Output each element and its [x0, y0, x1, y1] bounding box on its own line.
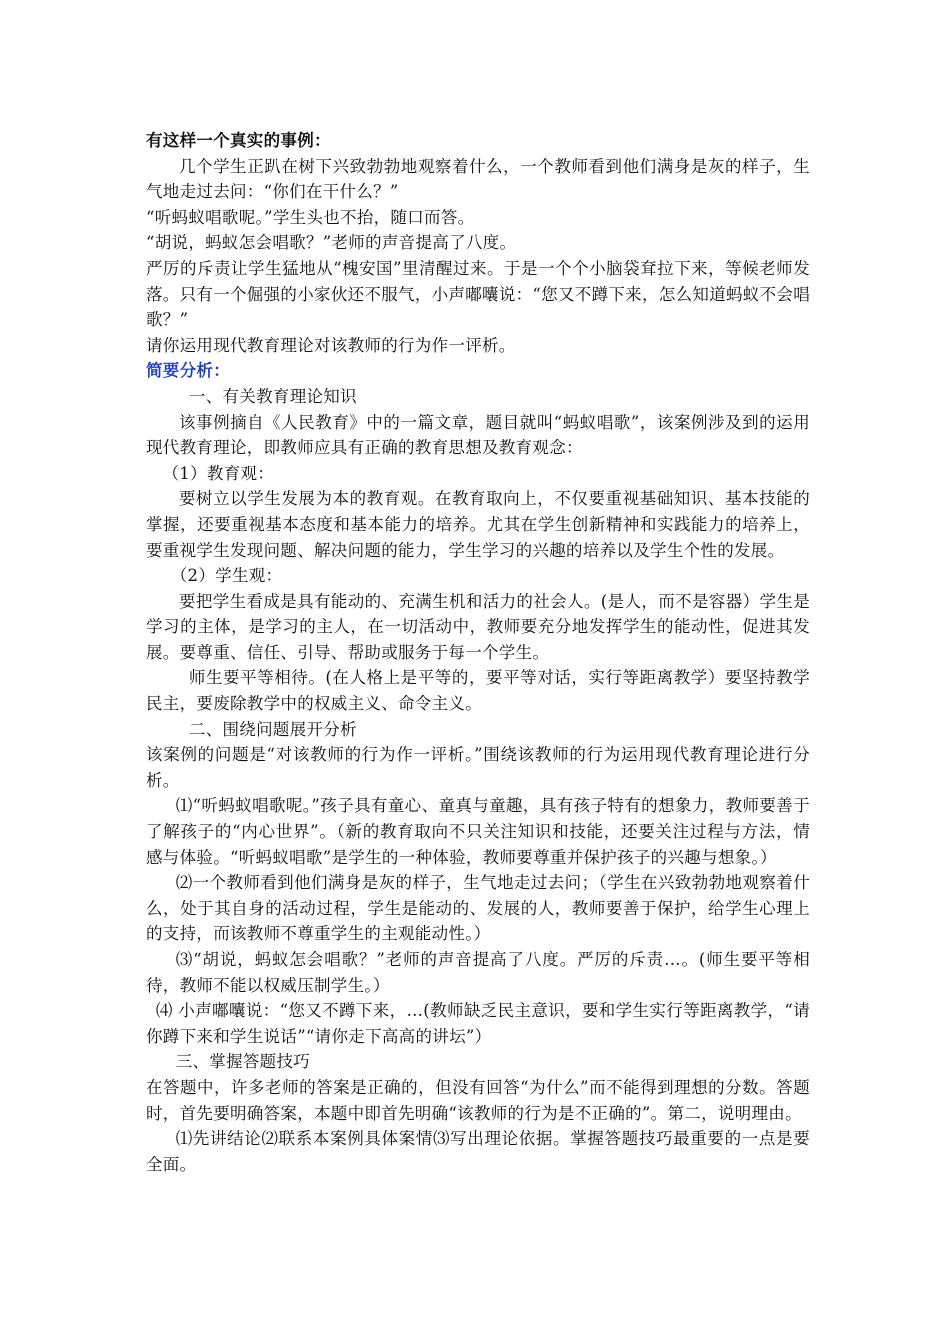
- analysis-point: ⑴“听蚂蚁唱歌呢。”孩子具有童心、童真与童趣，具有孩子特有的想象力，教师要善于了解孩子的“内心世界”。（新的教育取向不只关注知识和技能，还要关注过程与方法，情感与体验。“听蚂蚁唱歌”是学生的一种体验，教师要尊重并保护孩子的兴趣与想象。）: [146, 796, 810, 867]
- question-prompt: 请你运用现代教育理论对该教师的行为作一评析。: [146, 335, 516, 355]
- body-paragraph: ⑴先讲结论⑵联系本案例具体案情⑶写出理论依据。掌握答题技巧最重要的一点是要全面。: [146, 1129, 810, 1174]
- body-paragraph: 该案例的问题是“对该教师的行为作一评析。”围绕该教师的行为运用现代教育理论进行分析。: [146, 745, 810, 790]
- body-paragraph: 要把学生看成是具有能动的、充满生机和活力的社会人。(是人，而不是容器）学生是学习的主体，是学习的主人，在一切活动中，教师要充分地发挥学生的能动性，促进其发展。要尊重、信任、引导、帮助或服务于每一个学生。: [146, 591, 810, 662]
- section-heading: 三、掌握答题技巧: [175, 1052, 311, 1072]
- analysis-heading: 简要分析：: [146, 361, 230, 381]
- case-heading: 有这样一个真实的事例：: [146, 131, 331, 150]
- subsection-heading: （2）学生观：: [170, 566, 283, 586]
- body-paragraph: 师生要平等相待。(在人格上是平等的，要平等对话，实行等距离教学）要坚持教学民主，要废除教学中的权威主义、命令主义。: [146, 668, 810, 714]
- case-paragraph: “听蚂蚁唱歌呢。”学生头也不抬，随口而答。: [146, 207, 475, 227]
- document-body: [146, 128, 810, 1177]
- analysis-point: ⑶“胡说，蚂蚁怎会唱歌？”老师的声音提高了八度。严厉的斥责…。(师生要平等相待，教师不能以权威压制学生。）: [146, 950, 810, 995]
- subsection-heading: （1）教育观：: [162, 463, 275, 483]
- analysis-point: ⑷ 小声嘟囔说：“您又不蹲下来，…(教师缺乏民主意识，要和学生实行等距离教学，“请你蹲下来和学生说话”“请你走下高高的讲坛”）: [146, 1001, 810, 1046]
- body-paragraph: 该事例摘自《人民教育》中的一篇文章，题目就叫“蚂蚁唱歌”，该案例涉及到的运用现代教育理论，即教师应具有正确的教育思想及教育观念：: [146, 412, 810, 458]
- case-paragraph: 几个学生正趴在树下兴致勃勃地观察着什么，一个教师看到他们满身是灰的样子，生气地走过去问：“你们在干什么？”: [146, 156, 810, 202]
- body-paragraph: 要树立以学生发展为本的教育观。在教育取向上，不仅要重视基础知识、基本技能的掌握，还要重视基本态度和基本能力的培养。尤其在学生创新精神和实践能力的培养上，要重视学生发现问题、解决问题的能力，学生学习的兴趣的培养以及学生个性的发展。: [146, 489, 810, 560]
- case-paragraph: “胡说，蚂蚁怎会唱歌？”老师的声音提高了八度。: [146, 233, 517, 253]
- section-heading: 一、有关教育理论知识: [188, 386, 357, 406]
- analysis-point: ⑵一个教师看到他们满身是灰的样子，生气地走过去问；（学生在兴致勃勃地观察着什么，处于其自身的活动过程，学生是能动的、发展的人，教师要善于保护，给学生心理上的支持，而该教师不尊重学生的主观能动性。）: [146, 873, 810, 944]
- case-paragraph: 严厉的斥责让学生猛地从“槐安国”里清醒过来。于是一个个小脑袋耷拉下来，等候老师发落。只有一个倔强的小家伙还不服气，小声嘟囔说：“您又不蹲下来，怎么知道蚂蚁不会唱歌？”: [146, 258, 810, 330]
- body-paragraph: 在答题中，许多老师的答案是正确的，但没有回答“为什么”而不能得到理想的分数。答题时，首先要明确答案，本题中即首先明确“该教师的行为是不正确的”。第二，说明理由。: [146, 1077, 810, 1123]
- section-heading: 二、围绕问题展开分析: [188, 719, 357, 739]
